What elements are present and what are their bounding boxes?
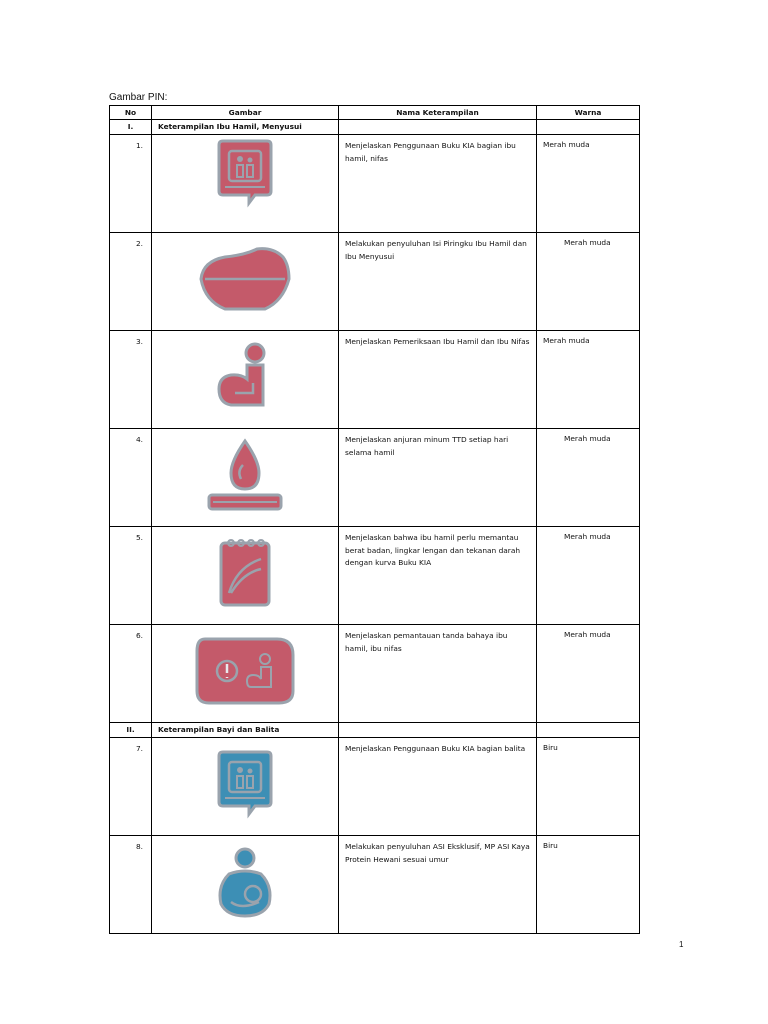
skill-name: Menjelaskan Penggunaan Buku KIA bagian ibu hamil, nifas — [339, 135, 537, 233]
row-number: 1. — [110, 135, 152, 233]
pin-image-cell — [152, 135, 339, 233]
pin-image-cell — [152, 331, 339, 429]
table-row — [110, 527, 640, 625]
color-value: Merah muda — [537, 331, 640, 429]
pin-image-cell — [152, 625, 339, 723]
table-row — [110, 625, 640, 723]
table-row — [110, 135, 640, 233]
row-number: 6. — [110, 625, 152, 723]
row-number: 2. — [110, 233, 152, 331]
pin-image-cell — [152, 738, 339, 836]
kia-book-mother-icon — [215, 135, 275, 209]
pin-image-cell — [152, 836, 339, 934]
header-image: Gambar — [152, 106, 339, 120]
danger-sign-icon — [193, 635, 297, 707]
row-number: 7. — [110, 738, 152, 836]
section-row — [110, 120, 640, 135]
pin-table — [109, 105, 640, 934]
section-title: Keterampilan Ibu Hamil, Menyusui — [152, 120, 339, 135]
color-value: Biru — [537, 738, 640, 836]
row-number: 5. — [110, 527, 152, 625]
table-row — [110, 429, 640, 527]
header-name: Nama Keterampilan — [339, 106, 537, 120]
notebook-chart-icon — [215, 535, 275, 609]
bowl-plate-icon — [195, 243, 295, 317]
table-row — [110, 331, 640, 429]
color-value: Merah muda — [537, 233, 640, 331]
section-row — [110, 723, 640, 738]
skill-name: Menjelaskan pemantauan tanda bahaya ibu hamil, ibu nifas — [339, 625, 537, 723]
pin-image-cell — [152, 233, 339, 331]
breastfeeding-icon — [213, 844, 277, 920]
color-value: Merah muda — [537, 429, 640, 527]
row-number: 8. — [110, 836, 152, 934]
skill-name: Menjelaskan Penggunaan Buku KIA bagian balita — [339, 738, 537, 836]
skill-name: Melakukan penyuluhan Isi Piringku Ibu Hamil dan Ibu Menyusui — [339, 233, 537, 331]
section-number: I. — [110, 120, 152, 135]
header-color: Warna — [537, 106, 640, 120]
blood-drop-icon — [205, 437, 285, 513]
table-header-row — [110, 106, 640, 120]
pin-image-cell — [152, 429, 339, 527]
page-number: 1 — [679, 940, 684, 949]
skill-name: Melakukan penyuluhan ASI Eksklusif, MP ASI Kaya Protein Hewani sesuai umur — [339, 836, 537, 934]
table-row — [110, 836, 640, 934]
skill-name: Menjelaskan bahwa ibu hamil perlu memantau berat badan, lingkar lengan dan tekanan darah dengan kurva Buku KIA — [339, 527, 537, 625]
skill-name: Menjelaskan Pemeriksaan Ibu Hamil dan Ibu Nifas — [339, 331, 537, 429]
table-row — [110, 233, 640, 331]
color-value: Merah muda — [537, 135, 640, 233]
pregnant-mother-icon — [213, 339, 277, 413]
row-number: 3. — [110, 331, 152, 429]
page-heading: Gambar PIN: — [109, 92, 168, 103]
color-value: Merah muda — [537, 625, 640, 723]
section-number: II. — [110, 723, 152, 738]
color-value: Biru — [537, 836, 640, 934]
color-value: Merah muda — [537, 527, 640, 625]
skill-name: Menjelaskan anjuran minum TTD setiap hari selama hamil — [339, 429, 537, 527]
table-row — [110, 738, 640, 836]
kia-book-child-icon — [215, 746, 275, 820]
section-title: Keterampilan Bayi dan Balita — [152, 723, 339, 738]
header-no: No — [110, 106, 152, 120]
pin-image-cell — [152, 527, 339, 625]
row-number: 4. — [110, 429, 152, 527]
